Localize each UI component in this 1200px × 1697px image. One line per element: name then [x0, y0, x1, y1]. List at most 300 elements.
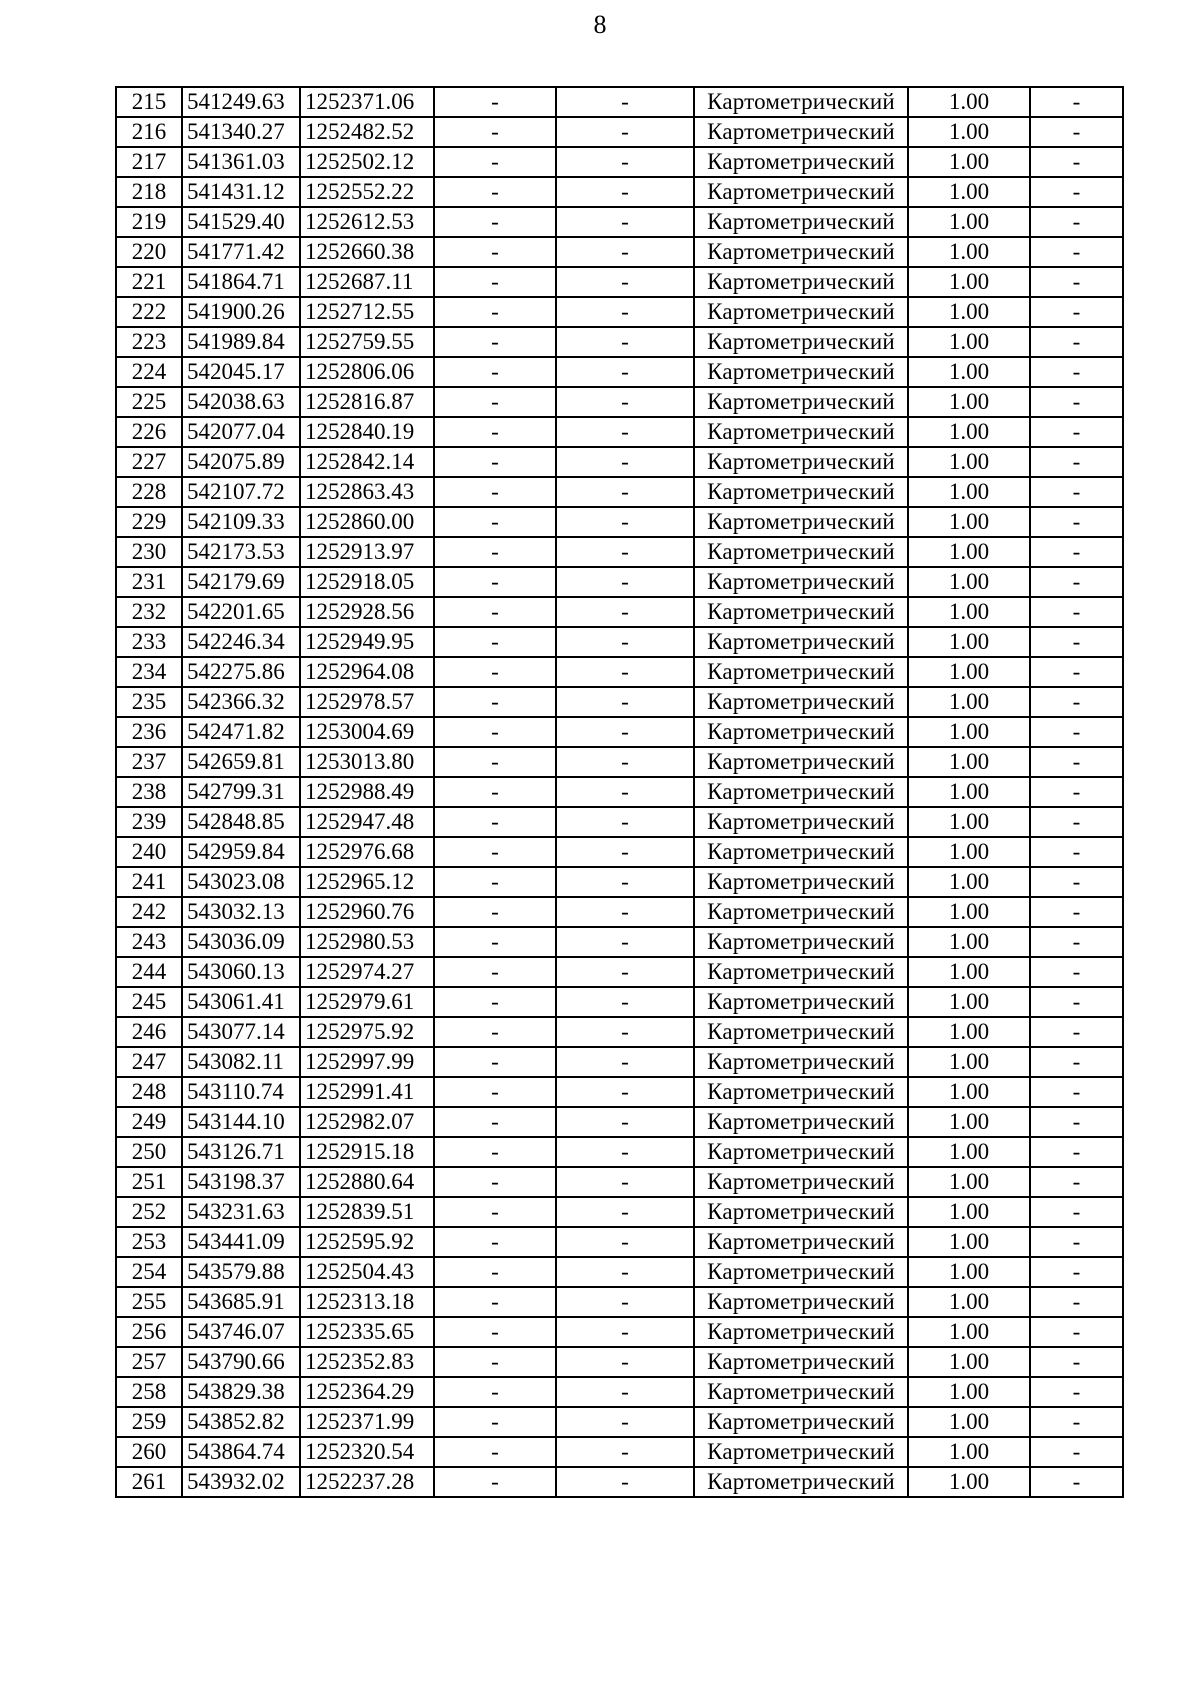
empty-value-cell: - [434, 1047, 556, 1077]
empty-value-cell: - [556, 567, 694, 597]
accuracy-cell: 1.00 [908, 1047, 1030, 1077]
y-coordinate-cell: 1252978.57 [300, 687, 434, 717]
point-number-cell: 229 [116, 507, 182, 537]
y-coordinate-cell: 1252504.43 [300, 1257, 434, 1287]
empty-value-cell: - [556, 747, 694, 777]
empty-value-cell: - [556, 207, 694, 237]
empty-value-cell: - [1030, 327, 1123, 357]
method-cell: Картометрический [694, 1047, 908, 1077]
empty-value-cell: - [556, 1137, 694, 1167]
accuracy-cell: 1.00 [908, 867, 1030, 897]
empty-value-cell: - [1030, 87, 1123, 117]
empty-value-cell: - [1030, 447, 1123, 477]
accuracy-cell: 1.00 [908, 1467, 1030, 1497]
table-row [116, 1407, 1123, 1437]
method-cell: Картометрический [694, 1377, 908, 1407]
point-number-cell: 238 [116, 777, 182, 807]
empty-value-cell: - [1030, 507, 1123, 537]
point-number-cell: 261 [116, 1467, 182, 1497]
table-row [116, 1077, 1123, 1107]
table-row [116, 1047, 1123, 1077]
method-cell: Картометрический [694, 837, 908, 867]
accuracy-cell: 1.00 [908, 777, 1030, 807]
empty-value-cell: - [434, 957, 556, 987]
empty-value-cell: - [1030, 627, 1123, 657]
accuracy-cell: 1.00 [908, 1077, 1030, 1107]
x-coordinate-cell: 543198.37 [182, 1167, 300, 1197]
method-cell: Картометрический [694, 117, 908, 147]
table-row [116, 1467, 1123, 1497]
x-coordinate-cell: 541361.03 [182, 147, 300, 177]
empty-value-cell: - [1030, 1467, 1123, 1497]
accuracy-cell: 1.00 [908, 717, 1030, 747]
x-coordinate-cell: 543036.09 [182, 927, 300, 957]
accuracy-cell: 1.00 [908, 957, 1030, 987]
y-coordinate-cell: 1252976.68 [300, 837, 434, 867]
x-coordinate-cell: 542471.82 [182, 717, 300, 747]
method-cell: Картометрический [694, 87, 908, 117]
x-coordinate-cell: 543077.14 [182, 1017, 300, 1047]
y-coordinate-cell: 1252371.99 [300, 1407, 434, 1437]
accuracy-cell: 1.00 [908, 1377, 1030, 1407]
empty-value-cell: - [556, 387, 694, 417]
coordinates-table [115, 86, 1124, 1498]
empty-value-cell: - [434, 837, 556, 867]
point-number-cell: 247 [116, 1047, 182, 1077]
empty-value-cell: - [434, 747, 556, 777]
method-cell: Картометрический [694, 957, 908, 987]
empty-value-cell: - [556, 417, 694, 447]
accuracy-cell: 1.00 [908, 207, 1030, 237]
empty-value-cell: - [434, 147, 556, 177]
table-row [116, 1137, 1123, 1167]
method-cell: Картометрический [694, 1317, 908, 1347]
table-row [116, 717, 1123, 747]
table-row [116, 327, 1123, 357]
table-row [116, 627, 1123, 657]
point-number-cell: 219 [116, 207, 182, 237]
table-row [116, 987, 1123, 1017]
method-cell: Картометрический [694, 1167, 908, 1197]
y-coordinate-cell: 1252918.05 [300, 567, 434, 597]
empty-value-cell: - [434, 597, 556, 627]
method-cell: Картометрический [694, 987, 908, 1017]
method-cell: Картометрический [694, 1407, 908, 1437]
method-cell: Картометрический [694, 927, 908, 957]
accuracy-cell: 1.00 [908, 1347, 1030, 1377]
method-cell: Картометрический [694, 627, 908, 657]
point-number-cell: 244 [116, 957, 182, 987]
empty-value-cell: - [556, 1317, 694, 1347]
accuracy-cell: 1.00 [908, 687, 1030, 717]
x-coordinate-cell: 543061.41 [182, 987, 300, 1017]
method-cell: Картометрический [694, 267, 908, 297]
method-cell: Картометрический [694, 147, 908, 177]
empty-value-cell: - [1030, 1167, 1123, 1197]
empty-value-cell: - [434, 417, 556, 447]
empty-value-cell: - [434, 1437, 556, 1467]
empty-value-cell: - [556, 897, 694, 927]
empty-value-cell: - [434, 87, 556, 117]
method-cell: Картометрический [694, 747, 908, 777]
empty-value-cell: - [1030, 357, 1123, 387]
table-row [116, 537, 1123, 567]
empty-value-cell: - [1030, 1137, 1123, 1167]
table-row [116, 957, 1123, 987]
y-coordinate-cell: 1252612.53 [300, 207, 434, 237]
empty-value-cell: - [434, 387, 556, 417]
method-cell: Картометрический [694, 567, 908, 597]
empty-value-cell: - [556, 177, 694, 207]
point-number-cell: 230 [116, 537, 182, 567]
empty-value-cell: - [434, 927, 556, 957]
method-cell: Картометрический [694, 387, 908, 417]
empty-value-cell: - [1030, 1437, 1123, 1467]
y-coordinate-cell: 1252965.12 [300, 867, 434, 897]
empty-value-cell: - [556, 717, 694, 747]
accuracy-cell: 1.00 [908, 987, 1030, 1017]
point-number-cell: 217 [116, 147, 182, 177]
accuracy-cell: 1.00 [908, 87, 1030, 117]
empty-value-cell: - [1030, 1107, 1123, 1137]
point-number-cell: 227 [116, 447, 182, 477]
accuracy-cell: 1.00 [908, 627, 1030, 657]
accuracy-cell: 1.00 [908, 147, 1030, 177]
y-coordinate-cell: 1252980.53 [300, 927, 434, 957]
table-row [116, 147, 1123, 177]
table-row [116, 837, 1123, 867]
empty-value-cell: - [1030, 567, 1123, 597]
accuracy-cell: 1.00 [908, 897, 1030, 927]
y-coordinate-cell: 1252660.38 [300, 237, 434, 267]
x-coordinate-cell: 543060.13 [182, 957, 300, 987]
empty-value-cell: - [556, 537, 694, 567]
empty-value-cell: - [556, 1377, 694, 1407]
empty-value-cell: - [434, 1137, 556, 1167]
y-coordinate-cell: 1252997.99 [300, 1047, 434, 1077]
empty-value-cell: - [556, 117, 694, 147]
empty-value-cell: - [1030, 747, 1123, 777]
empty-value-cell: - [434, 1287, 556, 1317]
empty-value-cell: - [556, 1227, 694, 1257]
empty-value-cell: - [434, 297, 556, 327]
empty-value-cell: - [434, 177, 556, 207]
method-cell: Картометрический [694, 1227, 908, 1257]
method-cell: Картометрический [694, 657, 908, 687]
point-number-cell: 233 [116, 627, 182, 657]
x-coordinate-cell: 541989.84 [182, 327, 300, 357]
empty-value-cell: - [556, 1347, 694, 1377]
empty-value-cell: - [556, 1287, 694, 1317]
x-coordinate-cell: 541771.42 [182, 237, 300, 267]
x-coordinate-cell: 542275.86 [182, 657, 300, 687]
empty-value-cell: - [1030, 1317, 1123, 1347]
accuracy-cell: 1.00 [908, 1407, 1030, 1437]
table-row [116, 1287, 1123, 1317]
point-number-cell: 248 [116, 1077, 182, 1107]
y-coordinate-cell: 1252928.56 [300, 597, 434, 627]
point-number-cell: 254 [116, 1257, 182, 1287]
empty-value-cell: - [434, 237, 556, 267]
accuracy-cell: 1.00 [908, 927, 1030, 957]
empty-value-cell: - [556, 1107, 694, 1137]
point-number-cell: 252 [116, 1197, 182, 1227]
point-number-cell: 250 [116, 1137, 182, 1167]
x-coordinate-cell: 543746.07 [182, 1317, 300, 1347]
empty-value-cell: - [1030, 1287, 1123, 1317]
y-coordinate-cell: 1252320.54 [300, 1437, 434, 1467]
method-cell: Картометрический [694, 597, 908, 627]
empty-value-cell: - [434, 717, 556, 747]
empty-value-cell: - [1030, 177, 1123, 207]
x-coordinate-cell: 543685.91 [182, 1287, 300, 1317]
empty-value-cell: - [434, 687, 556, 717]
y-coordinate-cell: 1252364.29 [300, 1377, 434, 1407]
point-number-cell: 223 [116, 327, 182, 357]
empty-value-cell: - [434, 987, 556, 1017]
empty-value-cell: - [434, 897, 556, 927]
y-coordinate-cell: 1252863.43 [300, 477, 434, 507]
empty-value-cell: - [556, 357, 694, 387]
point-number-cell: 236 [116, 717, 182, 747]
table-row [116, 267, 1123, 297]
x-coordinate-cell: 542109.33 [182, 507, 300, 537]
empty-value-cell: - [1030, 417, 1123, 447]
method-cell: Картометрический [694, 897, 908, 927]
y-coordinate-cell: 1252759.55 [300, 327, 434, 357]
point-number-cell: 245 [116, 987, 182, 1017]
empty-value-cell: - [1030, 207, 1123, 237]
y-coordinate-cell: 1252964.08 [300, 657, 434, 687]
method-cell: Картометрический [694, 1017, 908, 1047]
x-coordinate-cell: 543852.82 [182, 1407, 300, 1437]
method-cell: Картометрический [694, 1287, 908, 1317]
accuracy-cell: 1.00 [908, 657, 1030, 687]
empty-value-cell: - [556, 1047, 694, 1077]
y-coordinate-cell: 1252352.83 [300, 1347, 434, 1377]
empty-value-cell: - [434, 1197, 556, 1227]
method-cell: Картометрический [694, 207, 908, 237]
point-number-cell: 249 [116, 1107, 182, 1137]
accuracy-cell: 1.00 [908, 267, 1030, 297]
y-coordinate-cell: 1253013.80 [300, 747, 434, 777]
point-number-cell: 218 [116, 177, 182, 207]
method-cell: Картометрический [694, 537, 908, 567]
empty-value-cell: - [1030, 987, 1123, 1017]
x-coordinate-cell: 542959.84 [182, 837, 300, 867]
table-row [116, 687, 1123, 717]
empty-value-cell: - [1030, 657, 1123, 687]
x-coordinate-cell: 542799.31 [182, 777, 300, 807]
empty-value-cell: - [434, 1227, 556, 1257]
point-number-cell: 215 [116, 87, 182, 117]
method-cell: Картометрический [694, 1347, 908, 1377]
x-coordinate-cell: 543082.11 [182, 1047, 300, 1077]
x-coordinate-cell: 543032.13 [182, 897, 300, 927]
method-cell: Картометрический [694, 1077, 908, 1107]
accuracy-cell: 1.00 [908, 1437, 1030, 1467]
accuracy-cell: 1.00 [908, 807, 1030, 837]
accuracy-cell: 1.00 [908, 237, 1030, 267]
empty-value-cell: - [1030, 1377, 1123, 1407]
empty-value-cell: - [556, 1197, 694, 1227]
table-row [116, 477, 1123, 507]
table-row [116, 297, 1123, 327]
x-coordinate-cell: 542107.72 [182, 477, 300, 507]
empty-value-cell: - [1030, 147, 1123, 177]
empty-value-cell: - [434, 1257, 556, 1287]
empty-value-cell: - [1030, 1227, 1123, 1257]
empty-value-cell: - [556, 957, 694, 987]
empty-value-cell: - [556, 837, 694, 867]
x-coordinate-cell: 542659.81 [182, 747, 300, 777]
empty-value-cell: - [1030, 387, 1123, 417]
y-coordinate-cell: 1252313.18 [300, 1287, 434, 1317]
point-number-cell: 220 [116, 237, 182, 267]
empty-value-cell: - [434, 1377, 556, 1407]
empty-value-cell: - [1030, 477, 1123, 507]
y-coordinate-cell: 1252949.95 [300, 627, 434, 657]
method-cell: Картометрический [694, 417, 908, 447]
point-number-cell: 243 [116, 927, 182, 957]
empty-value-cell: - [434, 1407, 556, 1437]
x-coordinate-cell: 541431.12 [182, 177, 300, 207]
accuracy-cell: 1.00 [908, 177, 1030, 207]
empty-value-cell: - [556, 507, 694, 537]
empty-value-cell: - [556, 687, 694, 717]
empty-value-cell: - [434, 537, 556, 567]
empty-value-cell: - [1030, 897, 1123, 927]
y-coordinate-cell: 1252979.61 [300, 987, 434, 1017]
x-coordinate-cell: 543023.08 [182, 867, 300, 897]
point-number-cell: 246 [116, 1017, 182, 1047]
empty-value-cell: - [1030, 807, 1123, 837]
method-cell: Картометрический [694, 237, 908, 267]
accuracy-cell: 1.00 [908, 297, 1030, 327]
method-cell: Картометрический [694, 1107, 908, 1137]
empty-value-cell: - [556, 237, 694, 267]
table-row [116, 1377, 1123, 1407]
empty-value-cell: - [556, 1437, 694, 1467]
empty-value-cell: - [434, 1107, 556, 1137]
point-number-cell: 228 [116, 477, 182, 507]
accuracy-cell: 1.00 [908, 597, 1030, 627]
accuracy-cell: 1.00 [908, 117, 1030, 147]
empty-value-cell: - [556, 87, 694, 117]
x-coordinate-cell: 543231.63 [182, 1197, 300, 1227]
empty-value-cell: - [434, 807, 556, 837]
x-coordinate-cell: 543126.71 [182, 1137, 300, 1167]
table-row [116, 897, 1123, 927]
empty-value-cell: - [1030, 267, 1123, 297]
y-coordinate-cell: 1252371.06 [300, 87, 434, 117]
point-number-cell: 241 [116, 867, 182, 897]
x-coordinate-cell: 542045.17 [182, 357, 300, 387]
accuracy-cell: 1.00 [908, 537, 1030, 567]
x-coordinate-cell: 542201.65 [182, 597, 300, 627]
table-row [116, 1257, 1123, 1287]
x-coordinate-cell: 541249.63 [182, 87, 300, 117]
empty-value-cell: - [1030, 117, 1123, 147]
accuracy-cell: 1.00 [908, 477, 1030, 507]
table-row [116, 447, 1123, 477]
table-row [116, 1167, 1123, 1197]
empty-value-cell: - [434, 117, 556, 147]
accuracy-cell: 1.00 [908, 387, 1030, 417]
table-row [116, 1227, 1123, 1257]
empty-value-cell: - [556, 1467, 694, 1497]
point-number-cell: 235 [116, 687, 182, 717]
method-cell: Картометрический [694, 507, 908, 537]
table-row [116, 657, 1123, 687]
empty-value-cell: - [1030, 867, 1123, 897]
accuracy-cell: 1.00 [908, 1167, 1030, 1197]
x-coordinate-cell: 541900.26 [182, 297, 300, 327]
point-number-cell: 237 [116, 747, 182, 777]
empty-value-cell: - [556, 267, 694, 297]
method-cell: Картометрический [694, 717, 908, 747]
empty-value-cell: - [556, 777, 694, 807]
empty-value-cell: - [434, 1317, 556, 1347]
point-number-cell: 242 [116, 897, 182, 927]
y-coordinate-cell: 1252595.92 [300, 1227, 434, 1257]
empty-value-cell: - [556, 327, 694, 357]
accuracy-cell: 1.00 [908, 417, 1030, 447]
table-row [116, 1197, 1123, 1227]
empty-value-cell: - [556, 867, 694, 897]
accuracy-cell: 1.00 [908, 1227, 1030, 1257]
point-number-cell: 257 [116, 1347, 182, 1377]
empty-value-cell: - [1030, 597, 1123, 627]
table-row [116, 87, 1123, 117]
method-cell: Картометрический [694, 1257, 908, 1287]
empty-value-cell: - [556, 1167, 694, 1197]
method-cell: Картометрический [694, 1437, 908, 1467]
y-coordinate-cell: 1252974.27 [300, 957, 434, 987]
x-coordinate-cell: 543579.88 [182, 1257, 300, 1287]
empty-value-cell: - [434, 1467, 556, 1497]
point-number-cell: 251 [116, 1167, 182, 1197]
table-row [116, 567, 1123, 597]
point-number-cell: 225 [116, 387, 182, 417]
y-coordinate-cell: 1252991.41 [300, 1077, 434, 1107]
x-coordinate-cell: 543829.38 [182, 1377, 300, 1407]
point-number-cell: 216 [116, 117, 182, 147]
x-coordinate-cell: 541340.27 [182, 117, 300, 147]
table-row [116, 357, 1123, 387]
empty-value-cell: - [434, 477, 556, 507]
y-coordinate-cell: 1252915.18 [300, 1137, 434, 1167]
x-coordinate-cell: 543144.10 [182, 1107, 300, 1137]
table-row [116, 777, 1123, 807]
x-coordinate-cell: 542077.04 [182, 417, 300, 447]
accuracy-cell: 1.00 [908, 1197, 1030, 1227]
empty-value-cell: - [1030, 297, 1123, 327]
x-coordinate-cell: 541529.40 [182, 207, 300, 237]
y-coordinate-cell: 1252860.00 [300, 507, 434, 537]
accuracy-cell: 1.00 [908, 1317, 1030, 1347]
accuracy-cell: 1.00 [908, 1287, 1030, 1317]
empty-value-cell: - [434, 1347, 556, 1377]
y-coordinate-cell: 1252842.14 [300, 447, 434, 477]
empty-value-cell: - [434, 1167, 556, 1197]
empty-value-cell: - [556, 1407, 694, 1437]
empty-value-cell: - [434, 657, 556, 687]
empty-value-cell: - [434, 777, 556, 807]
y-coordinate-cell: 1252840.19 [300, 417, 434, 447]
point-number-cell: 231 [116, 567, 182, 597]
table-row [116, 927, 1123, 957]
